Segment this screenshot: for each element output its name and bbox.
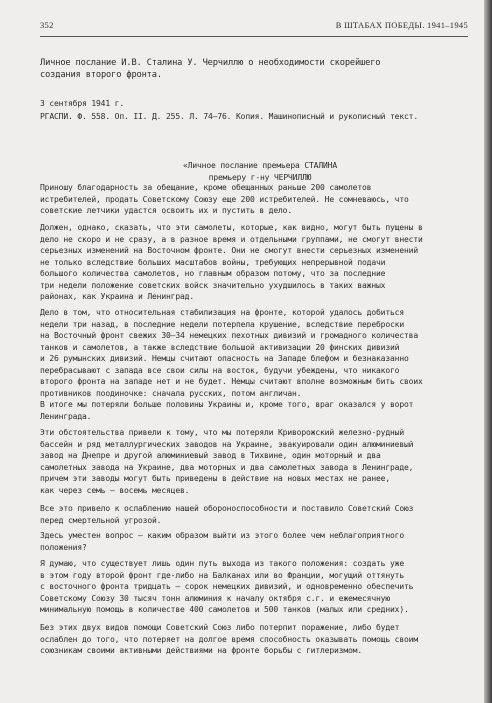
document-title: Личное послание И.В. Сталина У. Черчиллю о необходимости скорейшего создания второго фронта. — [40, 58, 381, 80]
letter-heading: «Личное послание премьера СТАЛИНА премьеру г-ну ЧЕРЧИЛЛЮ — [183, 161, 337, 182]
page-edge-shadow — [484, 0, 492, 703]
document-date: 3 сентября 1941 г. — [40, 99, 124, 108]
archive-source: РГАСПИ. Ф. 558. Оп. II. Д. 255. Л. 74–76. Копия. Машинописный и рукописный текст. — [40, 112, 418, 121]
paragraph: В итоге мы потеряли больше половины Украины и, кроме того, враг оказался у ворот Ленинграда. — [40, 400, 414, 421]
paragraph: Должен, однако, сказать, что эти самолеты, которые, как видно, могут быть пущены в дело не скоро и не сразу, а в разное время и отдельными группами, не смогут внести серьезных изменений на Восточном фронте. Они не смогут внести серьезных изменений не только вследствие больших масштабов войны, требующих непрерывной подачи большого количества самолетов, но главным образом потому, что за последние три недели положение советских войск значительно ухудшилось в таких важных районах, как Украина и Ленинград. — [40, 223, 423, 301]
paragraph: Приношу благодарность за обещание, кроме обещанных раньше 200 самолетов истребителей, продать Советскому Союзу еще 200 истребителей. Не сомневаюсь, что советские летчики удастся освоить их и пустить в дело. — [40, 183, 409, 215]
header-rule — [40, 36, 468, 37]
page-number: 352 — [40, 20, 54, 30]
running-title: В ШТАБАХ ПОБЕДЫ. 1941–1945 — [335, 20, 468, 30]
paragraph: Здесь уместен вопрос – каким образом выйти из этого более чем неблагоприятного положения? — [40, 531, 404, 552]
paragraph: Эти обстоятельства привели к тому, что мы потеряли Криворожский железно-рудный бассейн и ряд металлургических заводов на Украине, эвакуировали один алюминиевый завод на Днепре и другой алюминиевый завод в Тихвине, один моторный и два самолетных завода на Украине, два моторных и два самолетных завода в Ленинграде, причем эти заводы могут быть приведены в действие на новых местах не ранее, как через семь – восемь месяцев. — [40, 428, 414, 495]
paragraph: Все это привело к ослаблению нашей обороноспособности и поставило Советский Союз перед смертельной угрозой. — [40, 504, 414, 525]
page-header — [40, 20, 468, 34]
paragraph: Я думаю, что существует лишь один путь выхода из такого положения: создать уже в этом году второй фронт где-либо на Балканах или во Франции, могущий оттянуть с восточного фронта тридцать – сорок немецких дивизий, и одновременно обеспечить Советскому Союзу 30 тысяч тонн алюминия к началу октября с.г. и ежемесячную минимальную помощь в количестве 400 самолетов и 500 танков (малых или средних). — [40, 559, 414, 614]
paragraph: Без этих двух видов помощи Советский Союз либо потерпит поражение, либо будет ослаблен до того, что потеряет на долгое время способность оказывать помощь своим союзникам своими активными действиями на фронте борьбы с гитлеризмом. — [40, 623, 418, 655]
paragraph: Дело в том, что относительная стабилизация на фронте, которой удалось добиться недели три назад, в последние недели потерпела крушение, вследствие переброски на Восточный фронт свежих 30–34 немецких пехотных дивизий и громадного количества танков и самолетов, а также вследствие большой активизации 20 финских дивизий и 26 румынских дивизий. Немцы считают опасность на Западе блефом и безнаказанно перебрасывают с запада все свои силы на восток, будучи убеждены, что никакого второго фронта на западе нет и не будет. Немцы считают вполне возможным бить своих противников поодиночке: сначала русских, потом англичан. — [40, 308, 423, 398]
